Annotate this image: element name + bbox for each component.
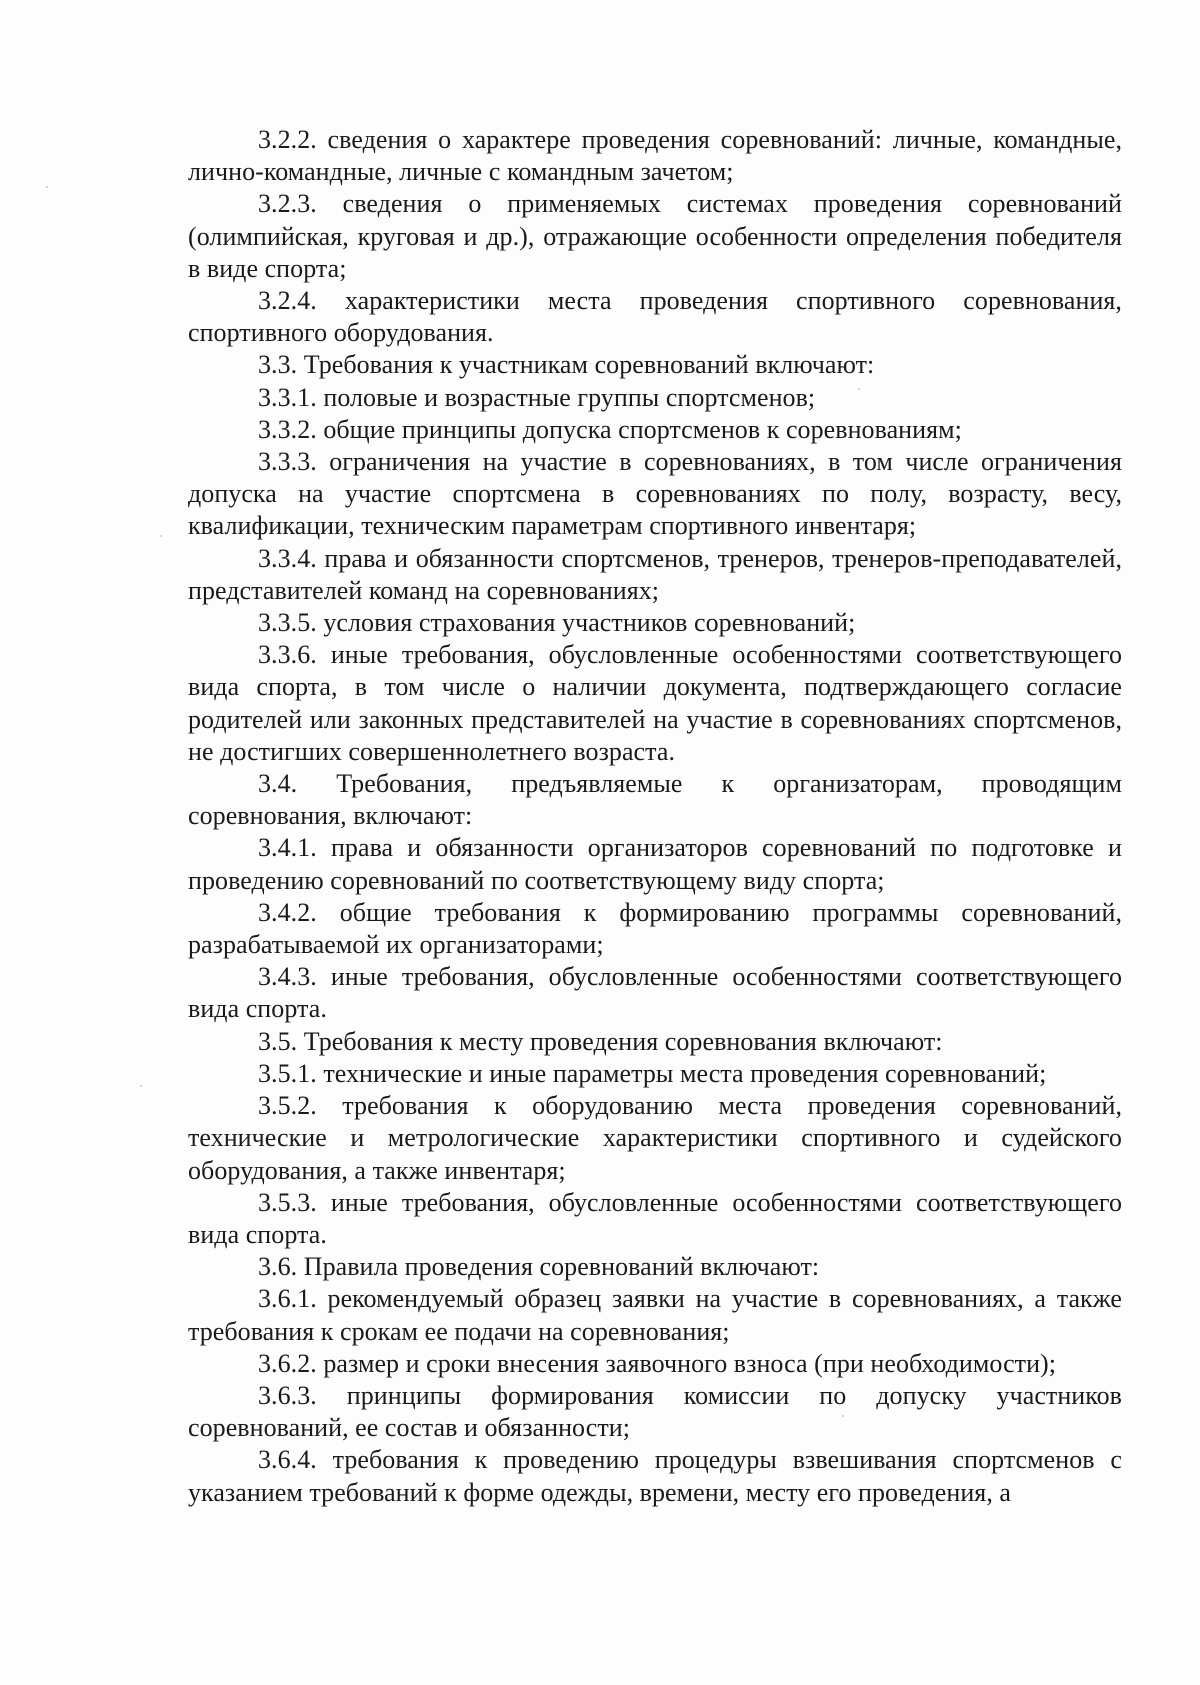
paragraph: 3.3. Требования к участникам соревнований включают: (258, 350, 875, 380)
paragraph: 3.6.2. размер и сроки внесения заявочного взноса (при необходимости); (258, 1348, 1057, 1378)
paragraph: 3.6.3. принципы формирования комиссии по допуску участников соревнований, ее состав и обязанности; (188, 1380, 1122, 1443)
scan-speck (140, 1085, 142, 1087)
paragraph: 3.2.3. сведения о применяемых системах проведения соревнований (олимпийская, круговая и др.), отражающие особенности определения победителя в виде спорта; (188, 189, 1122, 283)
paragraph: 3.4.3. иные требования, обусловленные особенностями соответствующего вида спорта. (188, 962, 1122, 1024)
paragraph: 3.6.4. требования к проведению процедуры взвешивания спортсменов с указанием требований к форме одежды, времени, месту его проведения, а (188, 1445, 1122, 1507)
paragraph: 3.6.1. рекомендуемый образец заявки на участие в соревнованиях, а также требования к срокам ее подачи на соревнования; (188, 1284, 1122, 1346)
paragraph: 3.3.5. условия страхования участников соревнований; (258, 608, 856, 638)
scan-speck (46, 186, 48, 188)
paragraph: 3.5.1. технические и иные параметры места проведения соревнований; (258, 1058, 1047, 1088)
paragraph: 3.4. Требования, предъявляемые к организаторам, проводящим соревнования, включают: (188, 769, 1122, 831)
paragraph: 3.5. Требования к месту проведения соревнования включают: (258, 1026, 943, 1056)
paragraph: 3.3.1. половые и возрастные группы спортсменов; (258, 382, 816, 412)
paragraph: 3.3.4. права и обязанности спортсменов, тренеров, тренеров-преподавателей, представителей команд на соревнованиях; (188, 543, 1122, 605)
paragraph: 3.2.4. характеристики места проведения спортивного соревнования, спортивного оборудования. (188, 286, 1122, 348)
paragraph: 3.3.3. ограничения на участие в соревнованиях, в том числе ограничения допуска на участие спортсмена в соревнованиях по полу, возрасту, весу, квалификации, техническим параметрам спортивного инвентаря; (188, 447, 1122, 541)
scan-speck (160, 535, 162, 537)
paragraph: 3.5.3. иные требования, обусловленные особенностями соответствующего вида спорта. (188, 1187, 1122, 1249)
paragraph: 3.5.2. требования к оборудованию места проведения соревнований, технические и метрологические характеристики спортивного и судейского оборудования, а также инвентаря; (188, 1091, 1122, 1185)
paragraph: 3.3.2. общие принципы допуска спортсменов к соревнованиям; (258, 414, 962, 444)
document-body (188, 124, 1122, 1509)
paragraph: 3.4.1. права и обязанности организаторов соревнований по подготовке и проведению соревнований по соответствующему виду спорта; (188, 833, 1122, 895)
paragraph: 3.4.2. общие требования к формированию программы соревнований, разрабатываемой их организаторами; (188, 897, 1122, 960)
paragraph: 3.6. Правила проведения соревнований включают: (258, 1252, 820, 1282)
paragraph: 3.3.6. иные требования, обусловленные особенностями соответствующего вида спорта, в том числе о наличии документа, подтверждающего согласие родителей или законных представителей на участие в соревнованиях спортсменов, не достигших совершеннолетнего возраста. (188, 640, 1122, 766)
paragraph: 3.2.2. сведения о характере проведения соревнований: личные, командные, лично-командные, личные с командным зачетом; (188, 125, 1122, 187)
